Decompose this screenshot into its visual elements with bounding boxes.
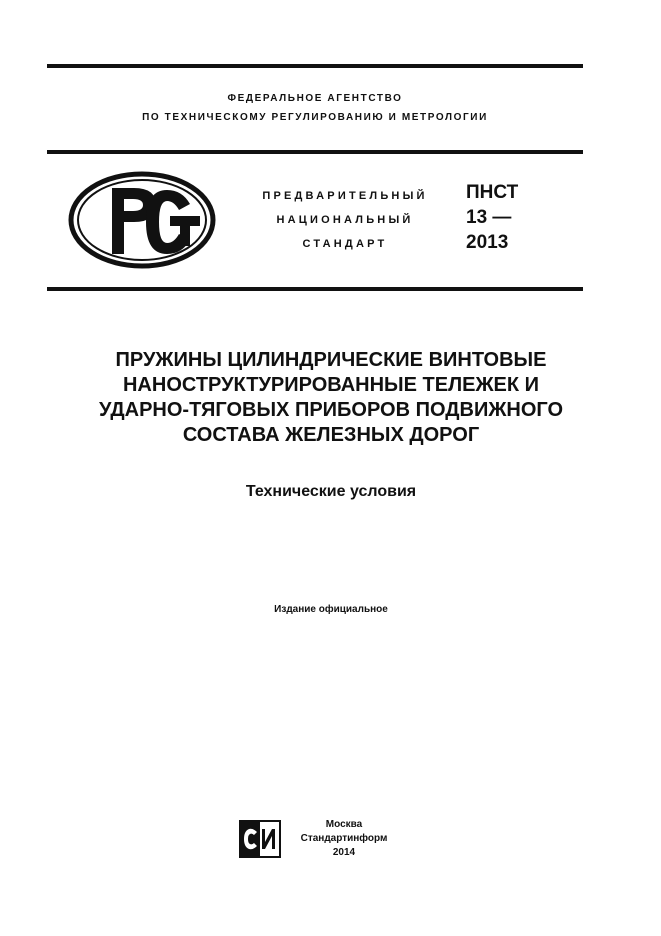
standard-code-line2: 13 — — [466, 207, 512, 228]
document-title — [47, 348, 615, 448]
agency-name-line1: ФЕДЕРАЛЬНОЕ АГЕНТСТВО — [227, 93, 403, 104]
standard-code — [466, 180, 518, 255]
document-subtitle: Технические условия — [245, 483, 417, 500]
document-title-line4: СОСТАВА ЖЕЛЕЗНЫХ ДОРОГ — [182, 424, 480, 446]
standard-type-line3: СТАНДАРТ — [302, 238, 388, 250]
publisher-city: Москва — [325, 819, 363, 830]
standard-code-line1: ПНСТ — [466, 182, 519, 203]
standard-type-line2: НАЦИОНАЛЬНЫЙ — [276, 214, 414, 226]
document-title-line3: УДАРНО-ТЯГОВЫХ ПРИБОРОВ ПОДВИЖНОГО — [98, 399, 564, 421]
rst-logo-icon — [68, 170, 216, 270]
publication-year: 2014 — [332, 847, 356, 858]
header-rule — [47, 150, 583, 154]
standard-type-line1: ПРЕДВАРИТЕЛЬНЫЙ — [262, 190, 428, 202]
publisher-name: Стандартинформ — [300, 833, 388, 844]
document-title-line1: ПРУЖИНЫ ЦИЛИНДРИЧЕСКИЕ ВИНТОВЫЕ — [115, 349, 547, 371]
standard-type — [252, 184, 438, 256]
agency-name-line2: ПО ТЕХНИЧЕСКОМУ РЕГУЛИРОВАНИЮ И МЕТРОЛОГИИ — [142, 112, 488, 123]
edition-note: Издание официальное — [274, 604, 388, 615]
standard-code-line3: 2013 — [466, 232, 509, 253]
standartinform-logo-icon — [239, 820, 281, 858]
document-title-line2: НАНОСТРУКТУРИРОВАННЫЕ ТЕЛЕЖЕК И — [122, 374, 539, 396]
publisher-info — [290, 818, 398, 860]
top-rule — [47, 64, 583, 68]
standard-block-rule — [47, 287, 583, 291]
